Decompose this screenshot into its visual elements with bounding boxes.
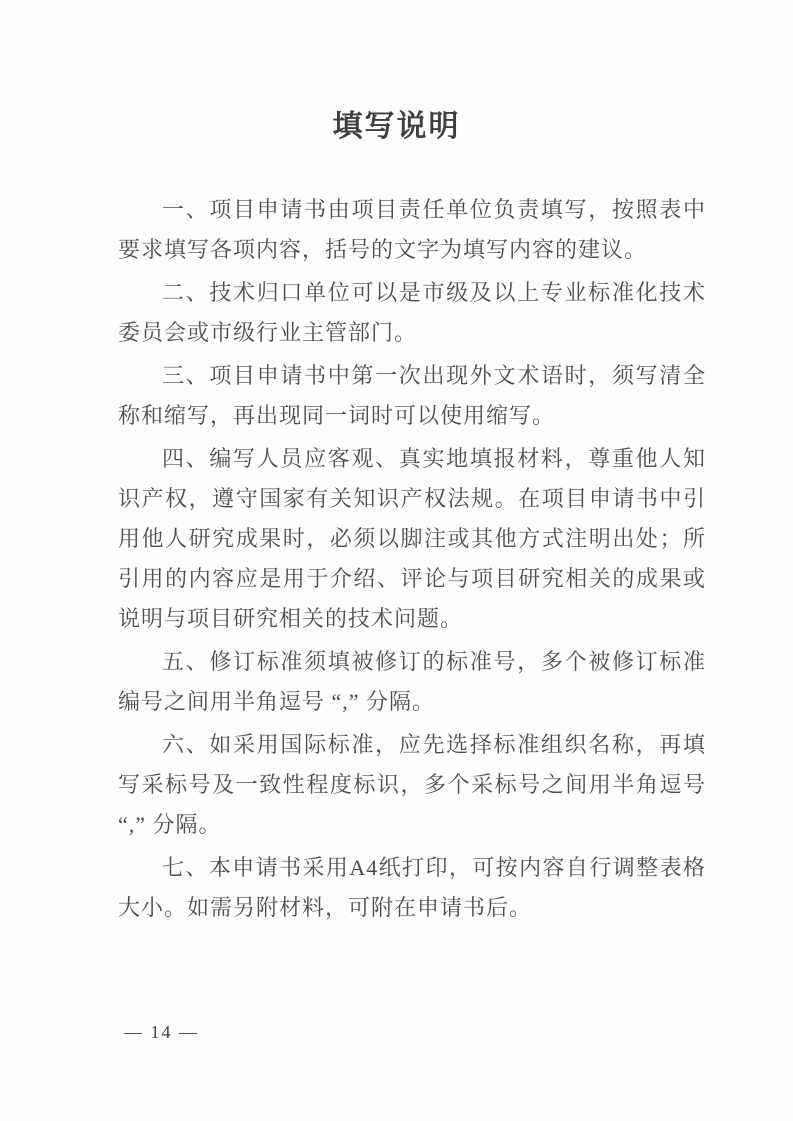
instruction-paragraph-4: 四、编写人员应客观、真实地填报材料，尊重他人知识产权，遵守国家有关知识产权法规。在项目申请书中引用他人研究成果时，必须以脚注或其他方式注明出处；所引用的内容应是用于介绍、评论与项目研究相关的成果或说明与项目研究相关的技术问题。	[118, 446, 706, 631]
instruction-paragraph-2: 二、技术归口单位可以是市级及以上专业标准化技术委员会或市级行业主管部门。	[118, 280, 706, 345]
instructions-body	[118, 190, 706, 931]
instruction-paragraph-5: 五、修订标准须填被修订的标准号，多个被修订标准编号之间用半角逗号 “,” 分隔。	[118, 649, 706, 714]
page-title: 填写说明	[332, 110, 461, 143]
instruction-paragraph-3: 三、项目申请书中第一次出现外文术语时，须写清全称和缩写，再出现同一词时可以使用缩写。	[118, 363, 706, 428]
page-number: — 14 —	[124, 1022, 199, 1042]
instruction-paragraph-1: 一、项目申请书由项目责任单位负责填写，按照表中要求填写各项内容，括号的文字为填写内容的建议。	[118, 197, 706, 262]
instruction-paragraph-6: 六、如采用国际标准，应先选择标准组织名称，再填写采标号及一致性程度标识，多个采标号之间用半角逗号 “,” 分隔。	[118, 732, 706, 837]
instruction-paragraph-7: 七、本申请书采用A4纸打印，可按内容自行调整表格大小。如需另附材料，可附在申请书后。	[118, 855, 706, 920]
